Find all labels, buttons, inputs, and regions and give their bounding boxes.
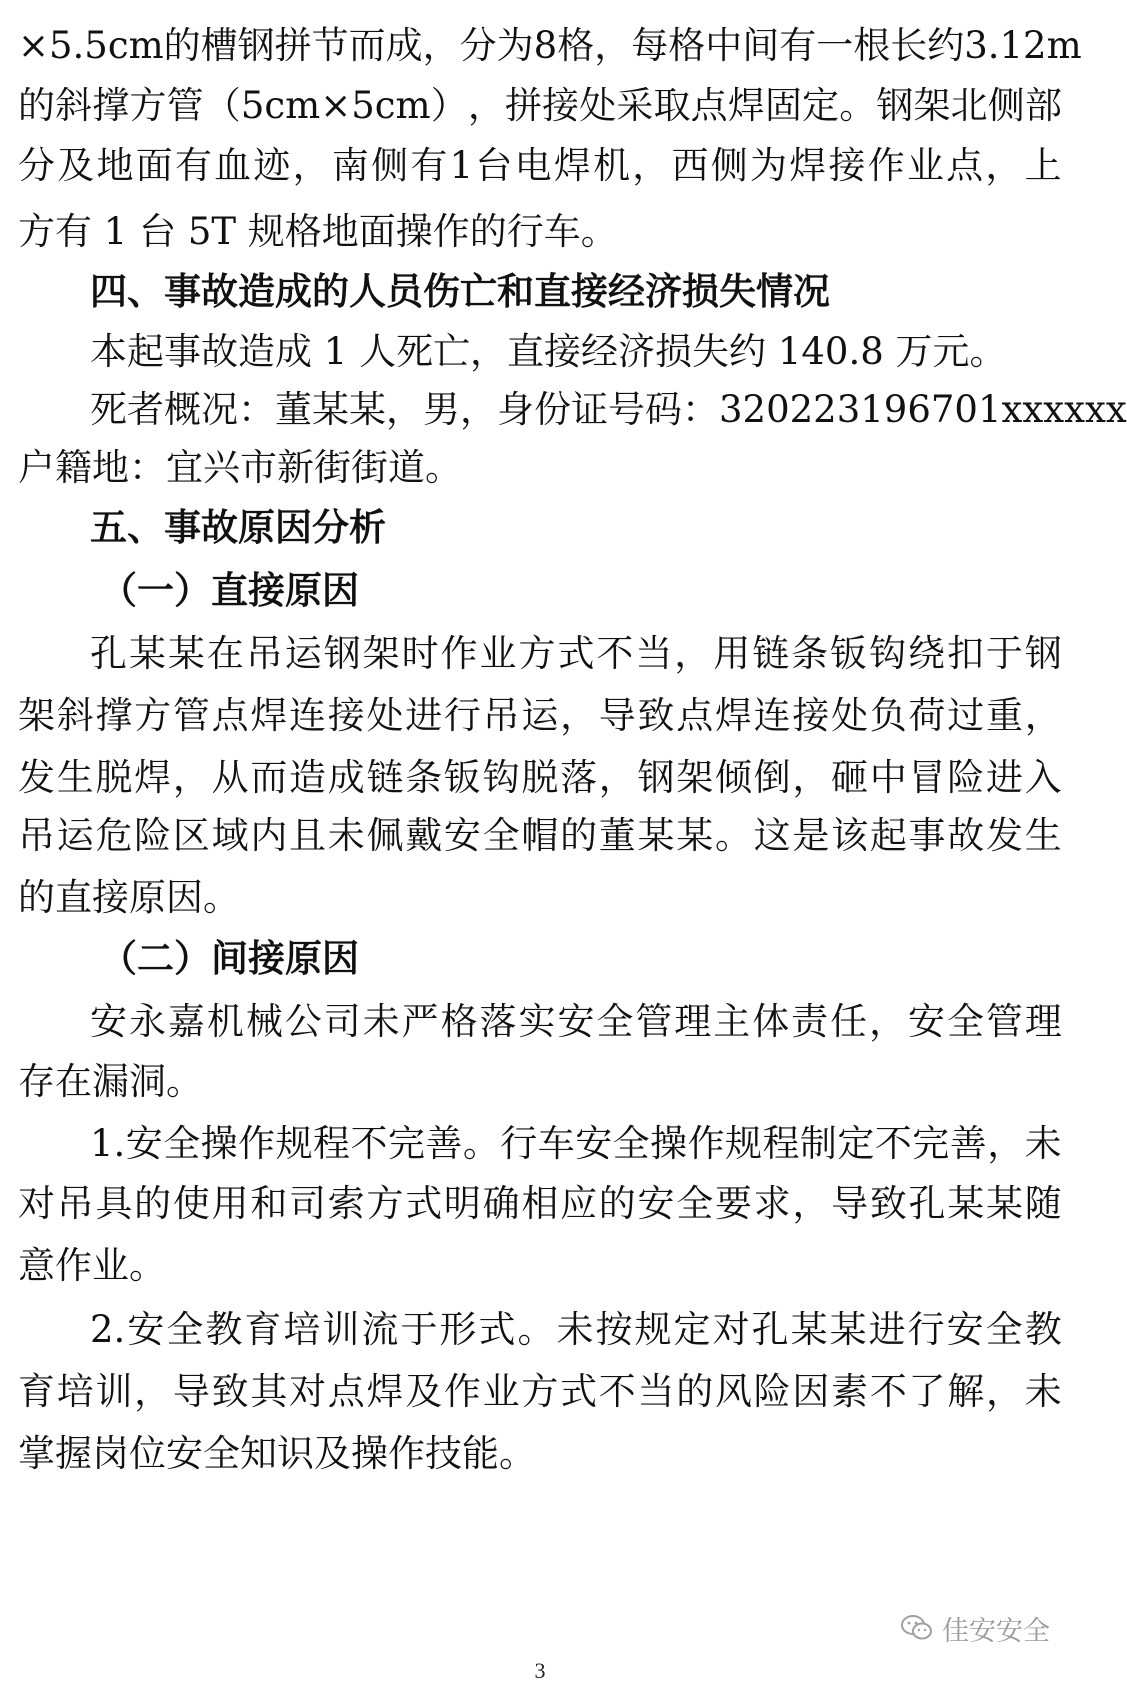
paragraph-line: 发 生 脱 焊 ， 从 而 造 成 链 条 钣 钩 脱 落 ， 钢 架 倾 倒 ， 砸 中 冒 险 进 入 [18, 756, 1062, 799]
section-heading: 五、事故原因分析 [90, 506, 386, 549]
paragraph-line: 孔 某 某 在 吊 运 钢 架 时 作 业 方 式 不 当 ， 用 链 条 钣 钩 绕 扣 于 钢 [90, 632, 1062, 675]
wechat-icon [900, 1613, 934, 1643]
paragraph-line: 意作业。 [18, 1244, 166, 1287]
watermark-label: 佳安安全 [942, 1615, 1050, 1647]
paragraph-line: 存在漏洞。 [18, 1060, 203, 1103]
paragraph-line: 对 吊 具 的 使 用 和 司 索 方 式 明 确 相 应 的 安 全 要 求 ， 导 致 孔 某 某 随 [18, 1182, 1062, 1225]
paragraph-line: 1. 安 全 操 作 规 程 不 完 善 。 行 车 安 全 操 作 规 程 制 定 不 完 善 ， 未 [90, 1122, 1062, 1165]
watermark [900, 1608, 1050, 1648]
subsection-heading: （二）间接原因 [100, 936, 359, 980]
paragraph-line: 2. 安 全 教 育 培 训 流 于 形 式 。 未 按 规 定 对 孔 某 某 进 行 安 全 教 [90, 1308, 1062, 1351]
paragraph-line: 户籍地：宜兴市新街街道。 [18, 446, 462, 489]
section-heading: 四、事故造成的人员伤亡和直接经济损失情况 [90, 270, 830, 313]
paragraph-line: 本起事故造成 1 人死亡，直接经济损失约 140.8 万元。 [90, 330, 1007, 373]
paragraph-line: 安 永 嘉 机 械 公 司 未 严 格 落 实 安 全 管 理 主 体 责 任 ， 安 全 管 理 [90, 1000, 1062, 1043]
paragraph-line: 的 斜 撑 方 管 （ 5cm×5cm ） ， 拼 接 处 采 取 点 焊 固 定 。 钢 架 北 侧 部 [18, 84, 1062, 127]
subsection-heading: （一）直接原因 [100, 568, 359, 612]
page-number: 3 [534, 1658, 546, 1683]
paragraph-line: 死 者 概 况 ： 董 某 某 ， 男 ， 身 份 证 号 码 ： 320223196701xxxxxx [90, 388, 1127, 431]
paragraph-line: 的直接原因。 [18, 876, 240, 919]
paragraph-line: 育 培 训 ， 导 致 其 对 点 焊 及 作 业 方 式 不 当 的 风 险 因 素 不 了 解 ， 未 [18, 1370, 1062, 1413]
paragraph-line: 分 及 地 面 有 血 迹 ， 南 侧 有 1 台 电 焊 机 ， 西 侧 为 焊 接 作 业 点 ， 上 [18, 144, 1062, 187]
paragraph-line: 吊 运 危 险 区 域 内 且 未 佩 戴 安 全 帽 的 董 某 某 。 这 是 该 起 事 故 发 生 [18, 814, 1062, 857]
paragraph-line: 架 斜 撑 方 管 点 焊 连 接 处 进 行 吊 运 ， 导 致 点 焊 连 接 处 负 荷 过 重 ， [18, 694, 1062, 737]
paragraph-line: 掌握岗位安全知识及操作技能。 [18, 1432, 536, 1475]
paragraph-line: ×5.5cm 的 槽 钢 拼 节 而 成 ， 分 为 8 格 ， 每 格 中 间 有 一 根 长 约 3.12m [18, 24, 1082, 67]
paragraph-line: 方有 1 台 5T 规格地面操作的行车。 [18, 210, 618, 253]
